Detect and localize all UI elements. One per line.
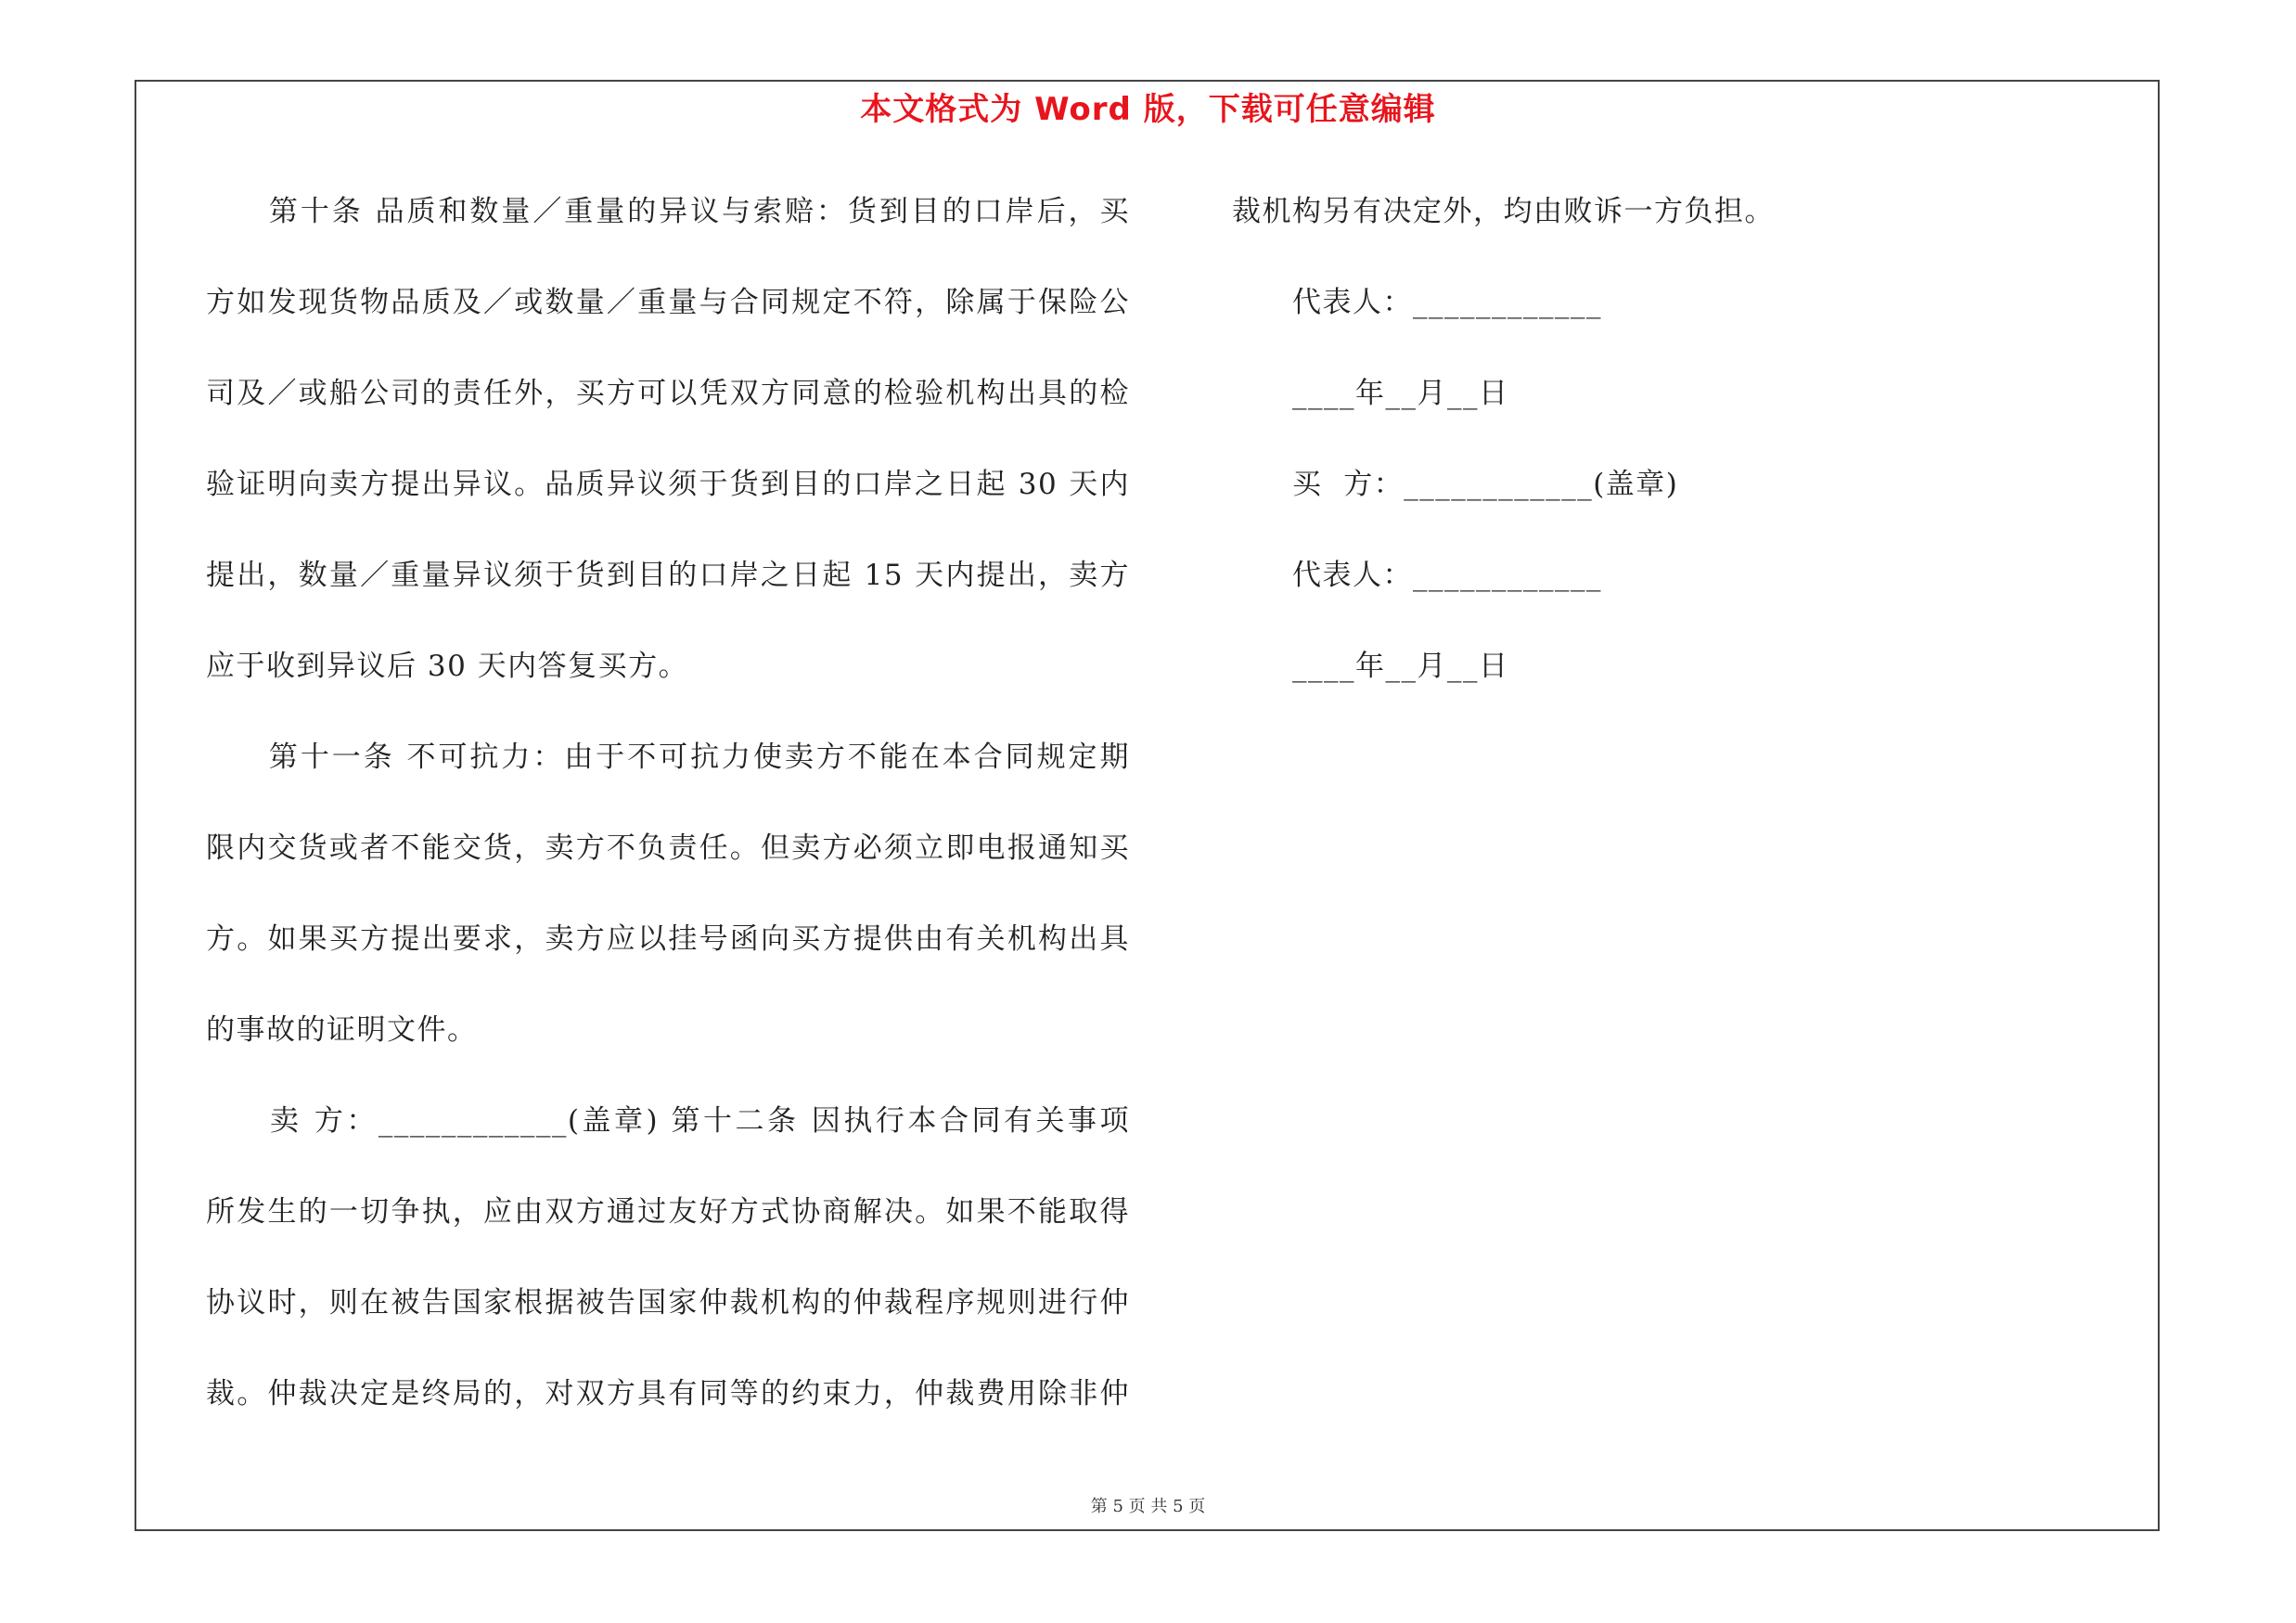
date-line: ____年__月__日 (1232, 377, 1509, 410)
left-line: 应于收到异议后 30 天内答复买方。 (206, 650, 689, 683)
left-line: 卖 方：____________(盖章) 第十二条 因执行本合同有关事项 (206, 1104, 1130, 1138)
left-line: 方。如果买方提出要求，卖方应以挂号函向买方提供由有关机构出具 (206, 922, 1130, 956)
word-format-banner: 本文格式为 Word 版，下载可任意编辑 (860, 91, 1436, 128)
left-line: 的事故的证明文件。 (206, 1013, 478, 1047)
left-line: 验证明向卖方提出异议。品质异议须于货到目的口岸之日起 30 天内 (206, 468, 1130, 501)
signature-line-buyer: 买 方：____________(盖章) (1232, 468, 1679, 501)
signature-line-representative: 代表人：____________ (1232, 286, 1602, 319)
left-line: 裁。仲裁决定是终局的，对双方具有同等的约束力，仲裁费用除非仲 (206, 1377, 1130, 1410)
right-line: 裁机构另有决定外，均由败诉一方负担。 (1232, 195, 1775, 228)
left-line: 提出，数量／重量异议须于货到目的口岸之日起 15 天内提出，卖方 (206, 559, 1130, 592)
left-line: 协议时，则在被告国家根据被告国家仲裁机构的仲裁程序规则进行仲 (206, 1286, 1130, 1320)
page-number: 第 5 页 共 5 页 (1090, 1497, 1206, 1516)
left-line: 限内交货或者不能交货，卖方不负责任。但卖方必须立即电报通知买 (206, 831, 1130, 865)
left-line: 第十条 品质和数量／重量的异议与索赔：货到目的口岸后，买 (206, 195, 1130, 228)
left-line: 第十一条 不可抗力：由于不可抗力使卖方不能在本合同规定期 (206, 741, 1130, 774)
left-line: 所发生的一切争执，应由双方通过友好方式协商解决。如果不能取得 (206, 1195, 1130, 1229)
left-line: 司及／或船公司的责任外，买方可以凭双方同意的检验机构出具的检 (206, 377, 1130, 410)
signature-line-representative: 代表人：____________ (1232, 559, 1602, 592)
date-line: ____年__月__日 (1232, 650, 1509, 683)
left-line: 方如发现货物品质及／或数量／重量与合同规定不符，除属于保险公 (206, 286, 1130, 319)
